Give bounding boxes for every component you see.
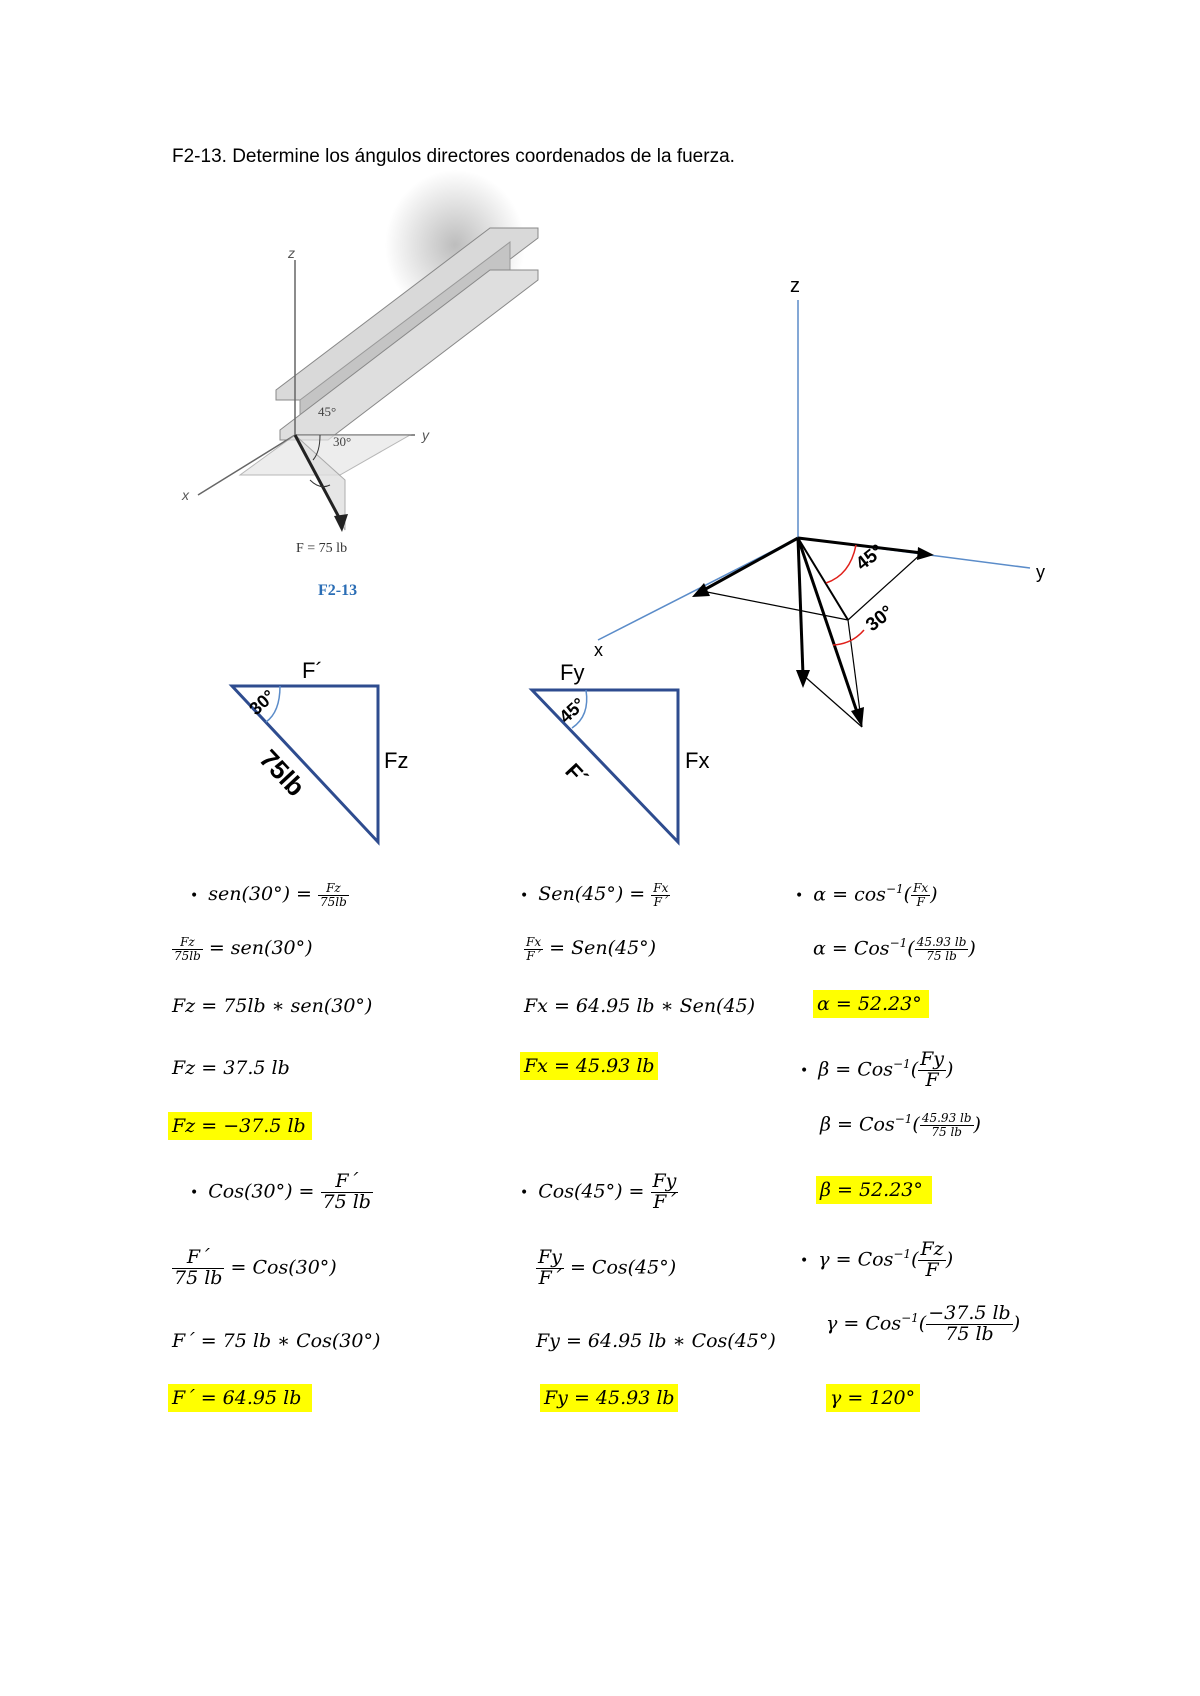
fraction: [651, 1172, 679, 1213]
col3-alpha-2: [813, 936, 976, 962]
superscript: −1: [893, 1247, 912, 1262]
triangle-fx: [520, 650, 720, 860]
fraction: [918, 1050, 946, 1091]
eq-lhs: β = Cos: [818, 1058, 893, 1081]
fraction: [651, 882, 670, 908]
eq-lhs: β = Cos: [820, 1113, 895, 1136]
eq-lhs: sen(30°) =: [208, 883, 318, 906]
frac-num: 45.93 lb: [921, 1111, 972, 1126]
diag-angle-45: 45°: [852, 540, 888, 575]
col1-eq-b1: [190, 1172, 373, 1213]
frac-den: F´: [653, 1190, 676, 1213]
eq-lhs: Sen(45°) =: [538, 883, 652, 906]
vector-fz: [798, 538, 803, 675]
col3-alpha-1: [795, 882, 938, 908]
paren-close: ): [968, 937, 976, 960]
frac-den: 75lb: [320, 894, 347, 909]
eq-lhs: α = cos: [813, 883, 886, 906]
bullet: •: [795, 888, 804, 905]
frac-num: Fy: [920, 1048, 945, 1070]
paren-open: (: [910, 1058, 919, 1081]
eq-lhs: γ = Cos: [826, 1312, 902, 1335]
fraction: [318, 882, 349, 908]
paren-close: ): [973, 1113, 981, 1136]
fig-axis-x: x: [182, 487, 189, 503]
frac-num: Fx: [526, 935, 542, 949]
fig-angle-45: 45°: [318, 404, 337, 419]
paren-open: (: [907, 937, 915, 960]
vector-fx: [702, 538, 798, 591]
eq-rhs: = Cos(45°): [563, 1256, 677, 1279]
projection-line-1: [702, 591, 848, 620]
eq-rhs: = Sen(45°): [543, 937, 657, 960]
frac-num: F´: [172, 1248, 224, 1269]
figure-caption: F2-13: [318, 582, 358, 599]
col2-eq-b2: [536, 1248, 676, 1289]
col3-result-alpha: α = 52.23°: [813, 990, 929, 1018]
superscript: −1: [894, 1112, 913, 1126]
frac-den: F: [916, 894, 925, 909]
frac-num: Fx: [913, 881, 929, 896]
eq-lhs: γ = Cos: [818, 1248, 894, 1271]
frac-num: Fx: [653, 881, 669, 895]
frac-num: Fz: [318, 882, 349, 896]
superscript: −1: [885, 882, 904, 896]
col1-eq-b3: F´ = 75 lb ∗ Cos(30°): [172, 1330, 381, 1352]
frac-num: F´: [321, 1172, 373, 1193]
triangle-fx-shape: [532, 690, 678, 842]
diag-label-x: x: [594, 640, 603, 660]
fraction: [915, 936, 969, 962]
col1-eq-a4: Fz = 37.5 lb: [172, 1057, 290, 1079]
col3-gamma-2: [826, 1304, 1020, 1345]
eq-lhs: Cos(45°) =: [538, 1180, 651, 1203]
bullet: •: [800, 1063, 809, 1080]
fraction: [911, 882, 930, 908]
triangle-fz-hyp: 75lb: [253, 743, 312, 803]
frac-num: −37.5 lb: [928, 1302, 1011, 1324]
bullet: •: [190, 1185, 199, 1202]
col1-result-fz: Fz = −37.5 lb: [168, 1112, 312, 1140]
fraction: [926, 1304, 1013, 1345]
force-label: F = 75 lb: [296, 541, 348, 556]
col2-eq-b3: Fy = 64.95 lb ∗ Cos(45°): [536, 1330, 776, 1352]
vector-fy: [798, 538, 922, 553]
frac-den: F: [925, 1258, 939, 1281]
triangle-fz-angle: 30°: [245, 685, 279, 719]
problem-title: F2-13. Determine los ángulos directores coordenados de la fuerza.: [172, 146, 735, 167]
bullet: •: [190, 888, 199, 905]
paren-close: ): [1012, 1312, 1021, 1335]
triangle-fx-top: Fy: [560, 660, 585, 685]
diag-angle-30: 30°: [862, 601, 898, 636]
fraction: [321, 1172, 373, 1213]
triangle-fx-angle: 45°: [555, 693, 589, 727]
fig-axis-z: z: [288, 245, 295, 261]
frac-den: F´: [526, 948, 541, 963]
triangle-fx-hyp: F´: [560, 758, 593, 791]
col3-beta-1: [800, 1050, 953, 1091]
paren-open: (: [918, 1312, 927, 1335]
frac-den: F: [925, 1068, 939, 1091]
paren-close: ): [945, 1248, 954, 1271]
fraction: [918, 1240, 945, 1281]
bullet: •: [800, 1253, 809, 1270]
diag-label-z: z: [790, 275, 800, 297]
frac-den: 75 lb: [945, 1322, 994, 1345]
force-arrowhead: [334, 514, 348, 532]
triangle-fz: [220, 650, 420, 860]
fraction: [172, 936, 203, 962]
frac-den: F´: [653, 894, 668, 909]
col2-result-fy: Fy = 45.93 lb: [540, 1384, 678, 1412]
col3-result-gamma: γ = 120°: [826, 1384, 920, 1412]
col1-result-fprime: F´ = 64.95 lb: [168, 1384, 312, 1412]
frac-num: Fy: [538, 1246, 562, 1268]
col2-eq-a3: Fx = 64.95 lb ∗ Sen(45): [524, 995, 756, 1017]
diag-arc-45: [826, 545, 856, 583]
paren-close: ): [930, 883, 938, 906]
diag-label-y: y: [1036, 562, 1045, 582]
fraction: [536, 1248, 564, 1289]
fraction: [920, 1112, 974, 1138]
paren-open: (: [903, 883, 912, 906]
col3-beta-2: [820, 1112, 981, 1138]
frac-den: 75 lb: [174, 1266, 223, 1289]
eq-rhs: = Cos(30°): [224, 1256, 337, 1279]
textbook-figure: [170, 190, 570, 610]
frac-den: 75 lb: [926, 948, 957, 963]
vector-fy-head: [917, 547, 934, 560]
bullet: •: [520, 1185, 529, 1202]
paren-open: (: [912, 1113, 920, 1136]
col2-result-fx: Fx = 45.93 lb: [520, 1052, 658, 1080]
superscript: −1: [892, 1057, 911, 1072]
paren-open: (: [911, 1248, 919, 1271]
frac-num: Fz: [172, 936, 203, 950]
superscript: −1: [889, 936, 908, 950]
paren-close: ): [946, 1058, 954, 1081]
col2-eq-b1: [520, 1172, 678, 1213]
superscript: −1: [901, 1311, 919, 1326]
col1-eq-a3: Fz = 75lb ∗ sen(30°): [172, 995, 373, 1017]
frac-den: 75 lb: [931, 1124, 962, 1139]
eq-rhs: = sen(30°): [202, 937, 313, 960]
eq-lhs: α = Cos: [813, 937, 890, 960]
eq-lhs: Cos(30°) =: [208, 1180, 321, 1203]
bullet: •: [520, 888, 529, 905]
triangle-fx-side: Fx: [685, 748, 710, 773]
triangle-fz-side: Fz: [384, 748, 409, 773]
frac-den: 75lb: [174, 948, 201, 963]
frac-den: F´: [538, 1266, 562, 1289]
triangle-fz-top: F´: [302, 658, 323, 683]
col2-eq-a2: [524, 936, 656, 962]
col1-eq-b2: [172, 1248, 337, 1289]
fig-axis-y: y: [422, 427, 429, 443]
frac-num: 45.93 lb: [916, 935, 967, 950]
fig-angle-30: 30°: [333, 434, 352, 449]
fraction: [172, 1248, 224, 1289]
frac-num: Fz: [920, 1238, 944, 1260]
col3-result-beta: β = 52.23°: [816, 1176, 932, 1204]
frac-den: 75 lb: [322, 1190, 371, 1213]
frac-num: Fy: [652, 1170, 677, 1192]
col3-gamma-1: [800, 1240, 953, 1281]
col1-eq-a2: [172, 936, 313, 962]
col2-eq-a1: [520, 882, 670, 908]
col1-eq-a1: [190, 882, 349, 908]
diag-arc-30: [833, 630, 864, 645]
fraction: [524, 936, 543, 962]
